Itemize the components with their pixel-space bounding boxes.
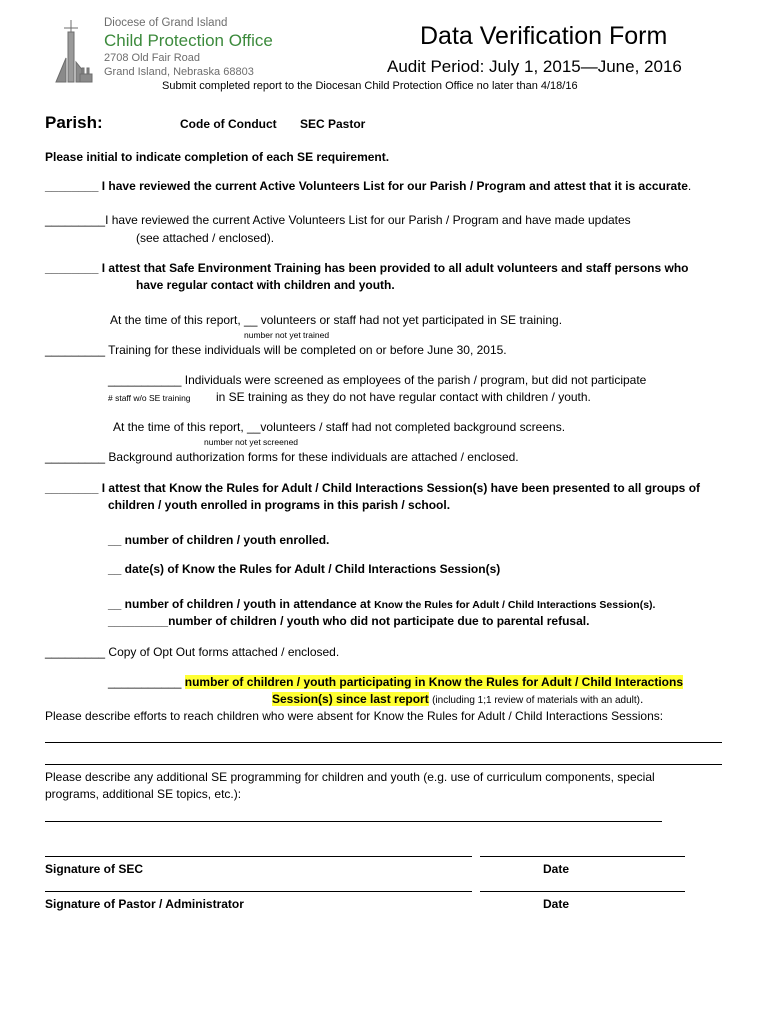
- attendance-session-text: Know the Rules for Adult / Child Interactions Session(s).: [374, 599, 656, 611]
- office-name: Child Protection Office: [104, 31, 273, 50]
- item-children-enrolled: __ number of children / youth enrolled.: [108, 533, 330, 547]
- address-line-1: 2708 Old Fair Road: [104, 52, 200, 64]
- attendance-text: __ number of children / youth in attendance at: [108, 597, 371, 611]
- item-screened-employees-line2: in SE training as they do not have regular contact with children / youth.: [216, 390, 591, 404]
- diocese-name: Diocese of Grand Island: [104, 17, 228, 29]
- absent-response-line-1[interactable]: [45, 742, 722, 743]
- instructions: Please initial to indicate completion of each SE requirement.: [45, 150, 390, 164]
- item-attendance: [108, 597, 655, 611]
- item-opt-out-forms: _________ Copy of Opt Out forms attached / enclosed.: [45, 645, 340, 659]
- item-participating-line2: [272, 692, 643, 706]
- item-screened-employees-caption: # staff w/o SE training: [108, 393, 191, 403]
- participating-blank: ___________: [108, 675, 182, 689]
- item-background-screens-line1: At the time of this report, __volunteers / staff had not completed background screens.: [113, 420, 566, 434]
- submit-note: Submit completed report to the Diocesan Child Protection Office no later than 4/18/16: [162, 80, 578, 92]
- sec-date-line[interactable]: [480, 856, 685, 857]
- audit-period: Audit Period: July 1, 2015—June, 2016: [387, 57, 682, 76]
- participating-highlight-1: number of children / youth participating in Know the Rules for Adult / Child Interactions: [184, 675, 683, 689]
- item-session-dates: __ date(s) of Know the Rules for Adult / Child Interactions Session(s): [108, 562, 501, 576]
- participating-highlight-2: Session(s) since last report: [272, 692, 429, 706]
- item-background-screens-caption: number not yet screened: [204, 437, 299, 447]
- absent-response-line-2[interactable]: [45, 764, 722, 765]
- item-parental-refusal: _________number of children / youth who did not participate due to parental refusal.: [108, 614, 590, 628]
- item-active-volunteers-accurate: [45, 179, 691, 193]
- item-volunteers-updated-line2: (see attached / enclosed).: [136, 231, 275, 245]
- form-title: Data Verification Form: [420, 22, 668, 50]
- absent-children-prompt: Please describe efforts to reach children who were absent for Know the Rules for Adult / Child Interactions Sessions:: [45, 709, 664, 723]
- item-not-trained-caption: number not yet trained: [244, 330, 330, 340]
- participating-note: (including 1;1 review of materials with an adult): [432, 695, 640, 706]
- item-not-trained-line2: _________ Training for these individuals will be completed on or before June 30, 2015.: [45, 343, 507, 357]
- item-volunteers-updated-line1: _________I have reviewed the current Active Volunteers List for our Parish / Program and have made updates: [45, 213, 631, 227]
- item-not-trained-line1: At the time of this report, __ volunteers or staff had not yet participated in SE training.: [110, 313, 563, 327]
- item-screened-employees-line1: ___________ Individuals were screened as employees of the parish / program, but did not participate: [108, 373, 647, 387]
- sec-date-label: Date: [543, 862, 570, 876]
- additional-programming-prompt-line1: Please describe any additional SE programming for children and youth (e.g. use of curriculum components, special: [45, 770, 655, 784]
- item-know-the-rules-line2: children / youth enrolled in programs in this parish / school.: [108, 498, 451, 512]
- participating-end: .: [639, 692, 644, 706]
- item-background-screens-line2: _________ Background authorization forms for these individuals are attached / enclosed.: [45, 450, 519, 464]
- pastor-date-line[interactable]: [480, 891, 685, 892]
- pastor-date-label: Date: [543, 897, 570, 911]
- parish-label: Parish:: [45, 113, 103, 132]
- address-line-2: Grand Island, Nebraska 68803: [104, 66, 254, 78]
- sec-pastor-label: SEC Pastor: [300, 117, 366, 131]
- pastor-signature-label: Signature of Pastor / Administrator: [45, 897, 244, 911]
- item-know-the-rules-line1: ________ I attest that Know the Rules for Adult / Child Interactions Session(s) have been presented to all groups of: [45, 481, 701, 495]
- item-text: ________ I have reviewed the current Active Volunteers List for our Parish / Program and attest that it is accurate: [45, 179, 688, 193]
- code-of-conduct-label: Code of Conduct: [180, 117, 277, 131]
- item-se-training-line1: ________ I attest that Safe Environment Training has been provided to all adult volunteers and staff persons who: [45, 261, 689, 275]
- sec-signature-label: Signature of SEC: [45, 862, 144, 876]
- additional-programming-prompt-line2: programs, additional SE topics, etc.):: [45, 787, 242, 801]
- item-participating-line1: [108, 675, 683, 689]
- pastor-signature-line[interactable]: [45, 891, 472, 892]
- additional-response-line[interactable]: [45, 821, 662, 822]
- item-end: .: [687, 179, 692, 193]
- sec-signature-line[interactable]: [45, 856, 472, 857]
- item-se-training-line2: have regular contact with children and youth.: [136, 278, 395, 292]
- church-steeple-logo: [54, 18, 94, 84]
